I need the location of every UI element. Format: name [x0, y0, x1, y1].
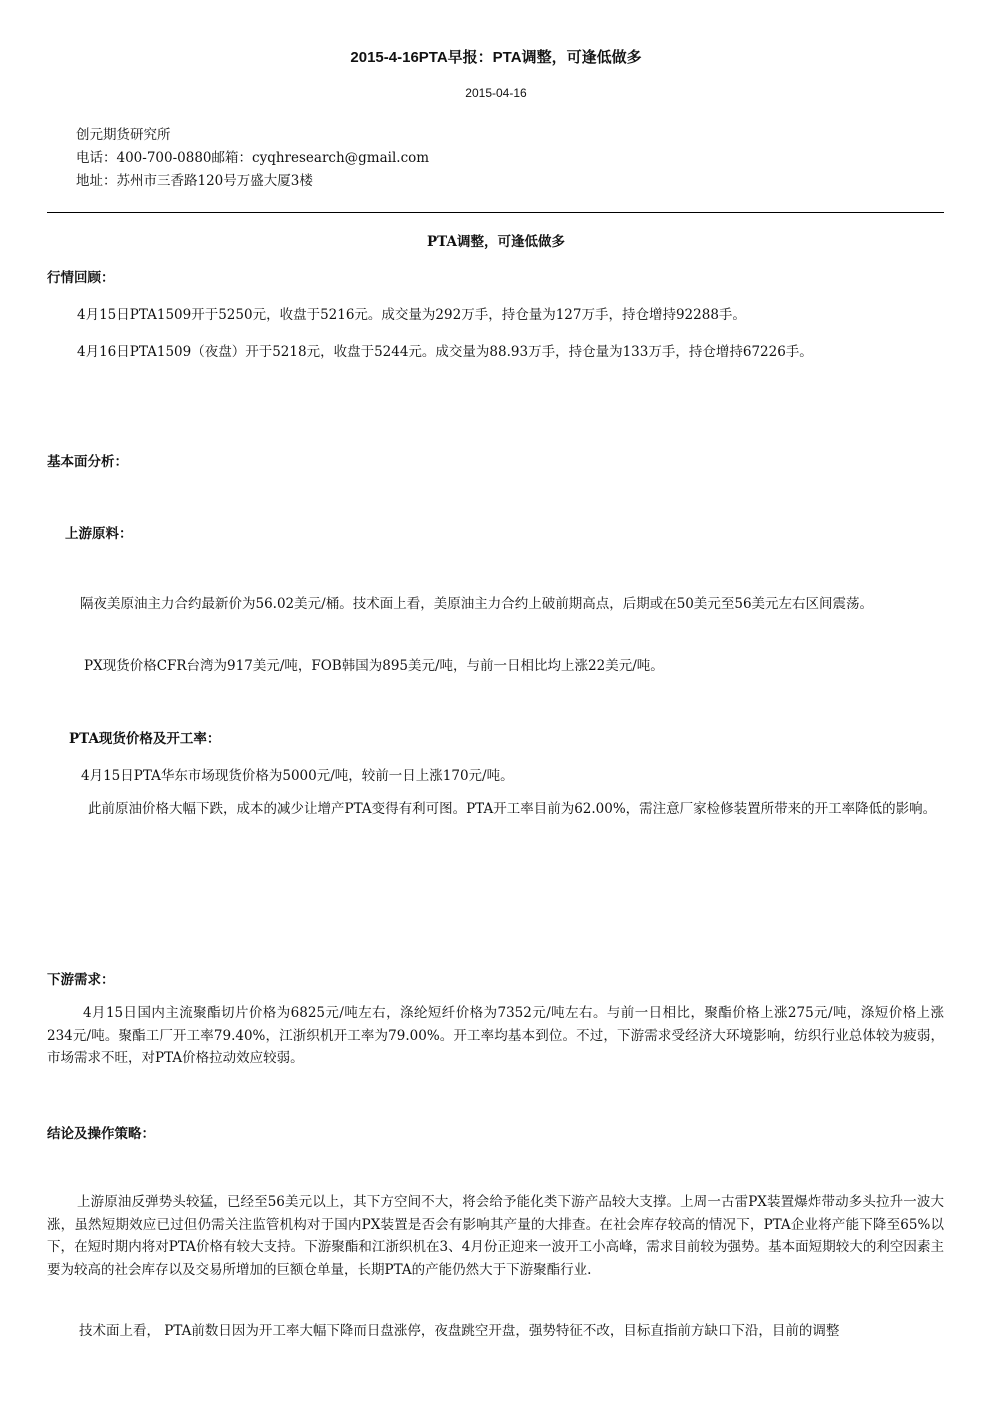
conclusion-paragraph-1: 上游原油反弹势头较猛，已经至56美元以上，其下方空间不大，将会给予能化类下游产品较大支撑。上周一古雷PX装置爆炸带动多头拉升一波大涨，虽然短期效应已过但仍需关注监管机构对于国内PX装置是否会有影响其产量的大排查。在社会库存较高的情况下，PTA企业将产能下降至65%以下，在短时期内将对PTA价格有较大支持。下游聚酯和江浙织机在3、4月份正迎来一波开工小高峰，需求目前较为强势。基本面短期较大的利空因素主要为较高的社会库存以及交易所增加的巨额仓单量，长期PTA的产能仍然大于下游聚酯行业. — [47, 1194, 944, 1278]
header-divider — [47, 212, 944, 213]
report-subtitle: PTA调整，可逢低做多 — [427, 234, 565, 250]
heading-conclusion: 结论及操作策略： — [47, 1126, 155, 1142]
heading-review: 行情回顾： — [47, 270, 115, 286]
upstream-paragraph-2: PX现货价格CFR台湾为917美元/吨，FOB韩国为895美元/吨，与前一日相比均上涨22美元/吨。 — [84, 658, 664, 674]
upstream-paragraph-1: 隔夜美原油主力合约最新价为56.02美元/桶。技术面上看，美原油主力合约上破前期高点，后期或在50美元至56美元左右区间震荡。 — [80, 596, 874, 612]
address-line: 地址：苏州市三香路120号万盛大厦3楼 — [76, 173, 313, 189]
contact-line: 电话：400-700-0880邮箱：cyqhresearch@gmail.com — [76, 150, 430, 166]
heading-pta-spot: PTA现货价格及开工率： — [69, 731, 221, 747]
document-title: 2015-4-16PTA早报：PTA调整，可逢低做多 — [350, 49, 642, 66]
conclusion-paragraph-2: 技术面上看， PTA前数日因为开工率大幅下降而日盘涨停，夜盘跳空开盘，强势特征不改，目标直指前方缺口下沿，目前的调整 — [79, 1323, 840, 1339]
heading-upstream: 上游原料： — [65, 526, 133, 542]
heading-fundamentals: 基本面分析： — [47, 454, 128, 470]
spot-paragraph-1: 4月15日PTA华东市场现货价格为5000元/吨，较前一日上涨170元/吨。 — [81, 768, 514, 784]
downstream-paragraph-1: 4月15日国内主流聚酯切片价格为6825元/吨左右，涤纶短纤价格为7352元/吨左右。与前一日相比，聚酯价格上涨275元/吨，涤短价格上涨234元/吨。聚酯工厂开工率79.40%，江浙织机开工率为79.00%。开工率均基本到位。不过，下游需求受经济大环境影响，纺织行业总体较为疲弱，市场需求不旺，对PTA价格拉动效应较弱。 — [47, 1005, 944, 1066]
review-paragraph-1: 4月15日PTA1509开于5250元，收盘于5216元。成交量为292万手，持仓量为127万手，持仓增持92288手。 — [77, 307, 746, 323]
review-paragraph-2: 4月16日PTA1509（夜盘）开于5218元，收盘于5244元。成交量为88.93万手，持仓量为133万手，持仓增持67226手。 — [77, 344, 813, 360]
spot-paragraph-2: 此前原油价格大幅下跌，成本的减少让增产PTA变得有利可图。PTA开工率目前为62.00%，需注意厂家检修装置所带来的开工率降低的影响。 — [88, 801, 937, 817]
document-date: 2015-04-16 — [465, 86, 527, 100]
org-name: 创元期货研究所 — [76, 127, 171, 143]
heading-downstream: 下游需求： — [47, 972, 115, 988]
